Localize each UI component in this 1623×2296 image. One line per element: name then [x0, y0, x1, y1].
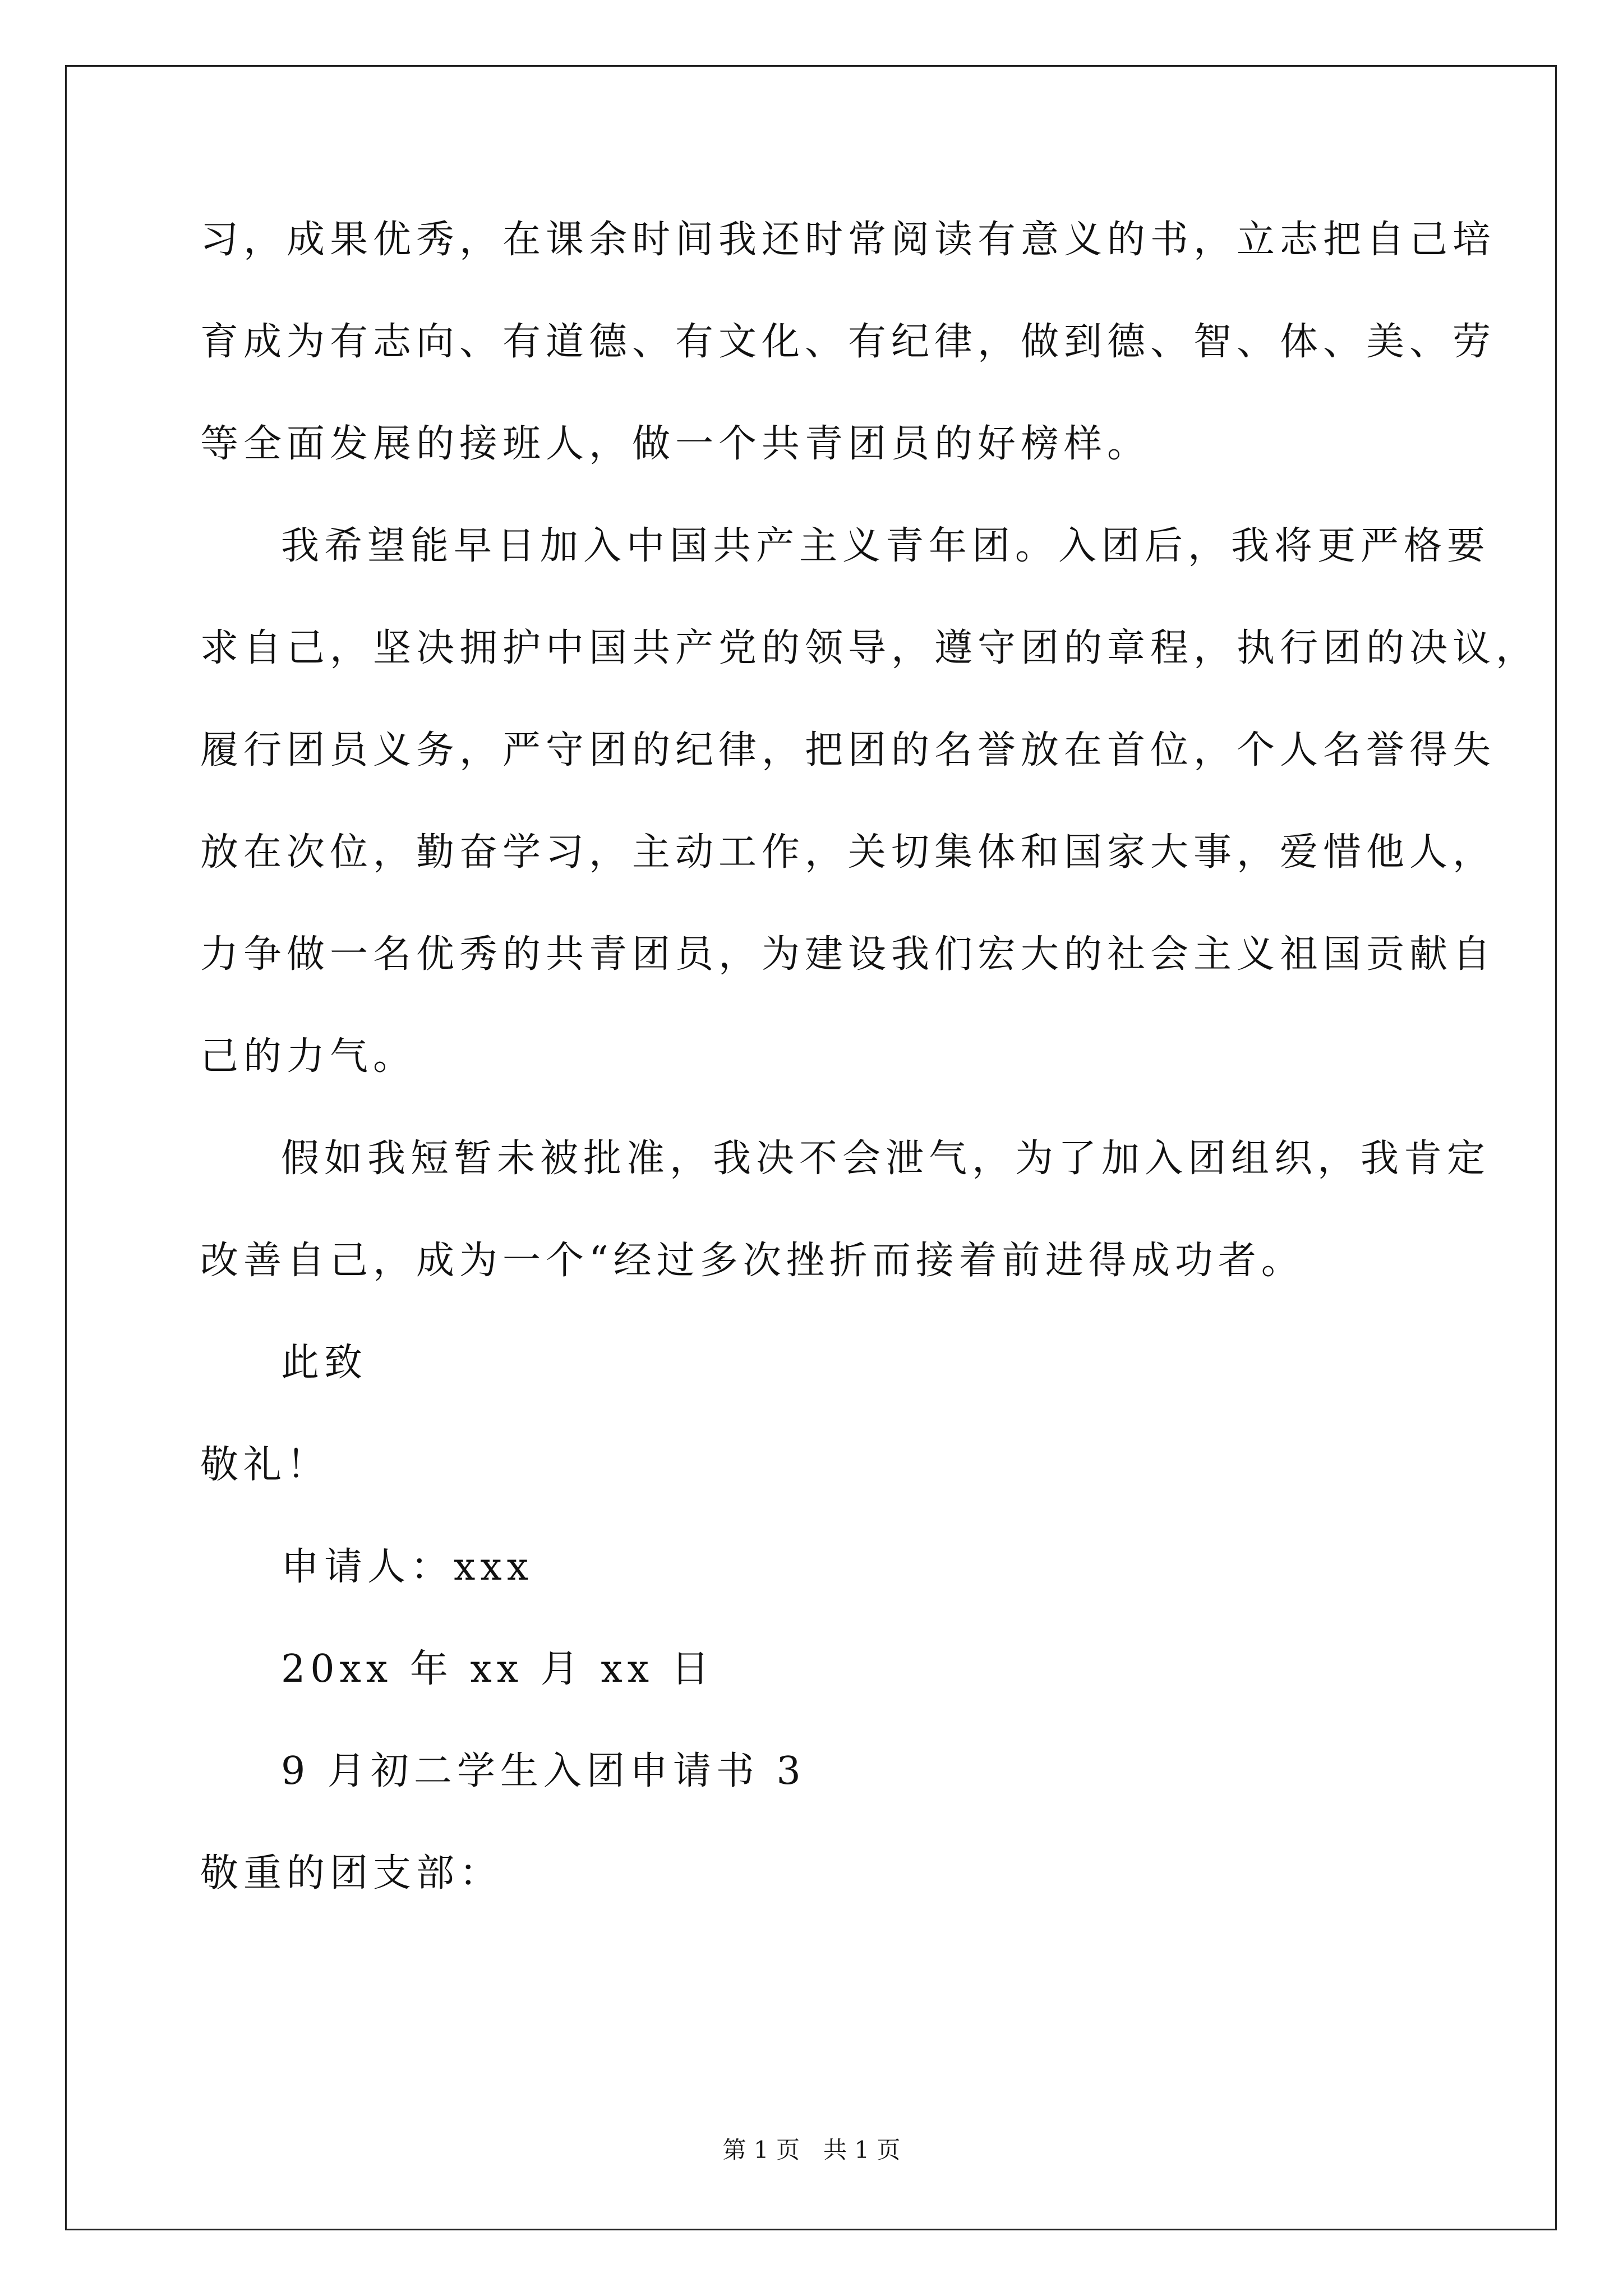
text-line-3: 等全面发展的接班人，做一个共青团员的好榜样。	[200, 422, 1151, 466]
text-line-1: 习，成果优秀，在课余时间我还时常阅读有意义的书，立志把自己培	[200, 218, 1496, 262]
text-line-6: 履行团员义务，严守团的纪律，把团的名誉放在首位，个人名誉得失	[200, 728, 1496, 772]
page-footer: 第 1 页 共 1 页	[722, 2136, 901, 2164]
text-line-5: 求自己，坚决拥护中国共产党的领导，遵守团的章程，执行团的决议，	[200, 626, 1539, 670]
text-line-11: 改善自己，成为一个“经过多次挫折而接着前进得成功者。	[200, 1239, 1304, 1283]
greeting-line: 敬重的团支部：	[200, 1851, 503, 1895]
text-line-8: 力争做一名优秀的共青团员，为建设我们宏大的社会主义祖国贡献自	[200, 932, 1496, 977]
text-line-4: 我希望能早日加入中国共产主义青年团。入团后，我将更严格要	[281, 524, 1491, 568]
text-line-9: 己的力气。	[200, 1034, 417, 1079]
closing-salutation: 此致	[281, 1341, 368, 1385]
signature-date: 20xx 年 xx 月 xx 日	[281, 1647, 714, 1691]
text-line-2: 育成为有志向、有道德、有文化、有纪律，做到德、智、体、美、劳	[200, 320, 1496, 364]
applicant-signature: 申请人：xxx	[281, 1545, 534, 1589]
closing-respect: 敬礼！	[200, 1443, 330, 1487]
text-line-7: 放在次位，勤奋学习，主动工作，关切集体和国家大事，爱惜他人，	[200, 830, 1496, 875]
section-heading: 9 月初二学生入团申请书 3	[281, 1749, 806, 1793]
text-line-10: 假如我短暂未被批准，我决不会泄气，为了加入团组织，我肯定	[281, 1137, 1491, 1181]
